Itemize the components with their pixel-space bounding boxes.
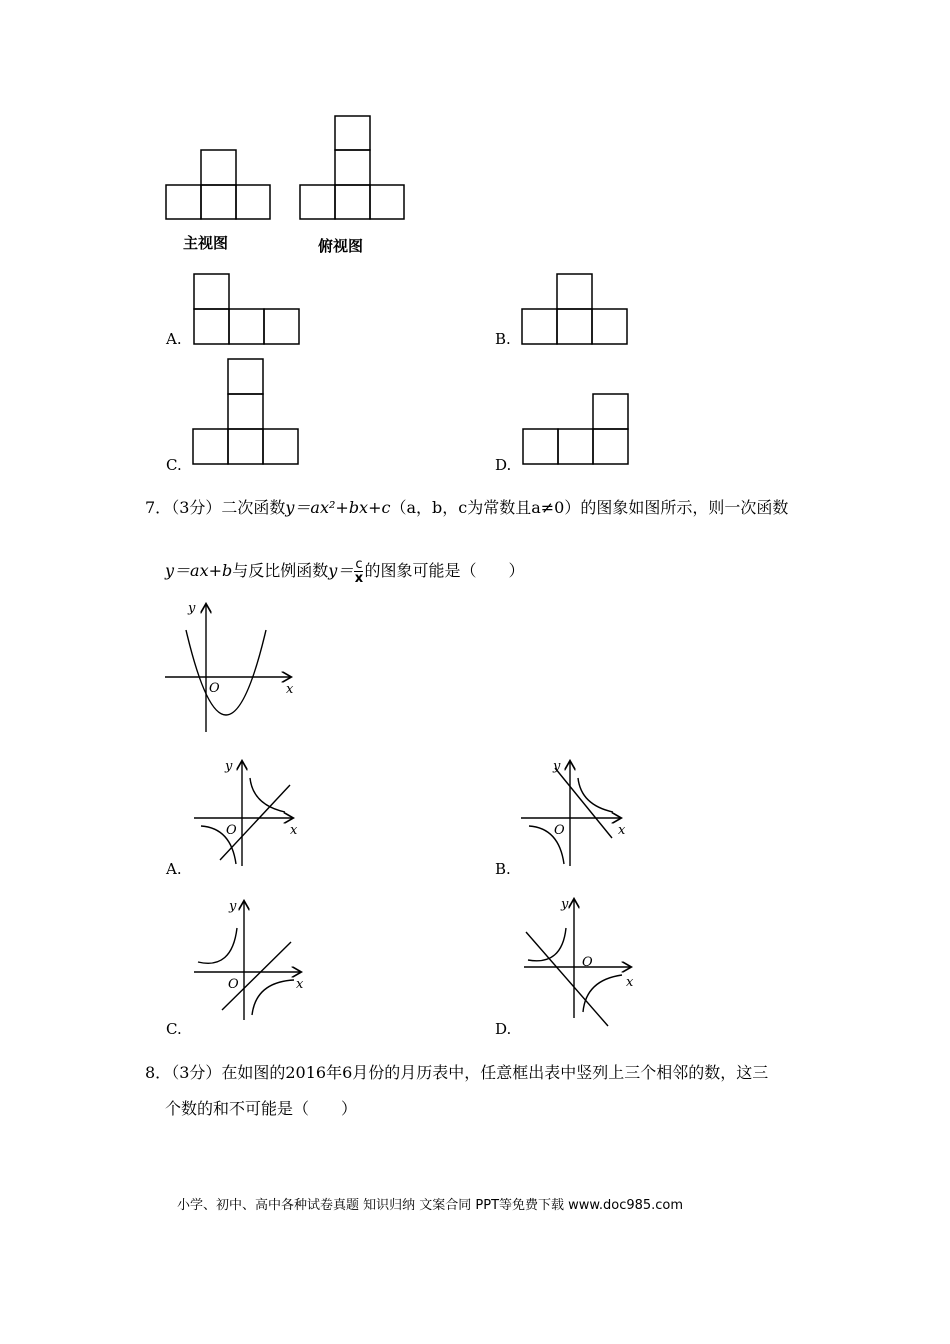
page-footer: 小学、初中、高中各种试卷真题 知识归纳 文案合同 PPT等免费下载 www.doc985.com (177, 1198, 684, 1213)
q7-text-end: 的图象可能是（ ） (364, 561, 525, 580)
q6-option-d: D. (495, 456, 512, 474)
svg-text:y: y (561, 897, 569, 912)
q7-main-x-label: x (286, 682, 294, 697)
q8-line-1 (145, 1062, 768, 1084)
svg-text:O: O (582, 955, 593, 970)
q7-text-a: 二次函数 (221, 498, 286, 517)
q7-linear-expr: y＝ax+b (165, 561, 233, 580)
q6-option-a: A. (166, 330, 182, 348)
q7-main-origin: O (209, 681, 220, 696)
q7-score: （3分） (171, 498, 222, 517)
svg-text:y: y (229, 899, 237, 914)
q7-number: 7． (145, 498, 172, 517)
q7-option-b: B. (495, 860, 511, 878)
q6-option-c: C. (166, 456, 182, 474)
q7-main-y-label: y (188, 601, 196, 616)
front-view-label: 主视图 (183, 234, 229, 252)
svg-text:x: x (618, 823, 626, 838)
svg-text:y: y (553, 759, 561, 774)
q7-quadratic-expr: y＝ax²+bx+c (285, 498, 391, 517)
svg-text:O: O (554, 823, 565, 838)
q7-text-mid: 与反比例函数 (232, 561, 329, 580)
q6-option-b: B. (495, 330, 511, 348)
svg-text:O: O (226, 823, 237, 838)
q8-score: （3分） (171, 1063, 222, 1082)
svg-text:x: x (290, 823, 298, 838)
q7-fraction: $\frac{c}{x}$ (354, 557, 364, 586)
svg-text:O: O (228, 977, 239, 992)
q8-line-2: 个数的和不可能是（ ） (165, 1099, 358, 1118)
q7-option-a: A. (166, 860, 182, 878)
q7-option-c: C. (166, 1020, 182, 1038)
q7-text-b: （a，b，c为常数且a≠0）的图象如图所示，则一次函数 (390, 498, 789, 517)
svg-text:x: x (296, 977, 304, 992)
svg-text:x: x (626, 975, 634, 990)
top-view-label: 俯视图 (318, 237, 364, 255)
q8-text-1: 在如图的2016年6月份的月历表中，任意框出表中竖列上三个相邻的数，这三 (221, 1063, 769, 1082)
q8-number: 8． (145, 1063, 172, 1082)
svg-text:y: y (225, 759, 233, 774)
q7-option-d: D. (495, 1020, 512, 1038)
q7-inverse-expr: y＝ (328, 561, 354, 580)
